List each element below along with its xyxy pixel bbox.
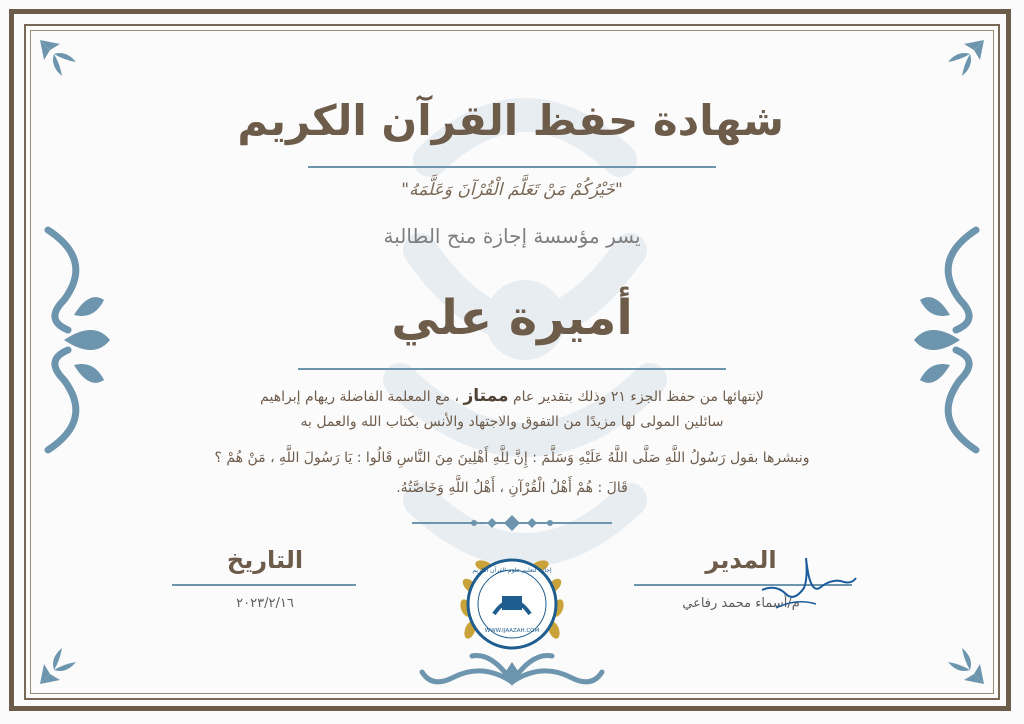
body-line-4: قَالَ : هُمْ أَهْلُ الْقُرْآنِ ، أَهْلُ اللَّهِ وَخَاصَّتُهُ. [396,480,628,496]
body-line-2: سائلين المولى لها مزيدًا من التفوق والاجتهاد والأنس بكتاب الله والعمل به [300,414,724,430]
bottom-ornament-icon [412,612,612,692]
body-line-1 [170,386,854,406]
corner-ornament-icon [940,640,988,688]
side-ornament-right-icon [910,220,990,460]
director-signature-icon [756,538,860,612]
corner-ornament-icon [36,640,84,688]
institution-line: يسر مؤسسة إجازة منح الطالبة [383,224,641,248]
seal-ring-text: إجازة لتعليم علوم القرآن الكريم [472,567,552,574]
body-line-1-end: ، مع المعلمة الفاضلة ريهام إبراهيم [260,389,460,405]
student-name: أميرة علي [391,290,633,346]
date-value: ٢٠٢٣/٢/١٦ [236,596,294,611]
corner-ornament-icon [36,36,84,84]
ornamental-divider-icon [412,514,612,532]
side-ornament-left-icon [34,220,114,460]
director-name: م/أسماء محمد رفاعي [682,596,800,611]
date-line [172,584,356,586]
body-line-3: ونبشرها بقول رَسُولُ اللَّهِ صَلَّى اللَّهُ عَلَيْهِ وَسَلَّمَ : إِنَّ لِلَّهِ أَهْلِينَ مِنَ النَّاسِ قَالُوا : يَا رَسُولَ اللَّهِ ، مَنْ هُمْ ؟ [214,450,810,466]
body-line-1-start: لإنتهائها من حفظ الجزء ٢١ وذلك بتقدير عام [512,389,764,405]
corner-ornament-icon [940,36,988,84]
grade-value: ممتاز [463,386,509,406]
certificate-title: شهادة حفظ القرآن الكريم [237,96,784,145]
director-label: المدير [705,546,777,574]
name-underline [298,368,726,370]
seal-url: WWW.IJAAZAH.COM [484,628,540,634]
date-label: التاريخ [226,546,304,574]
hadith-quote: "خَيْرُكُمْ مَنْ تَعَلَّمَ الْقُرْآنَ وَعَلَّمَهُ" [401,180,623,200]
title-underline [308,166,716,168]
